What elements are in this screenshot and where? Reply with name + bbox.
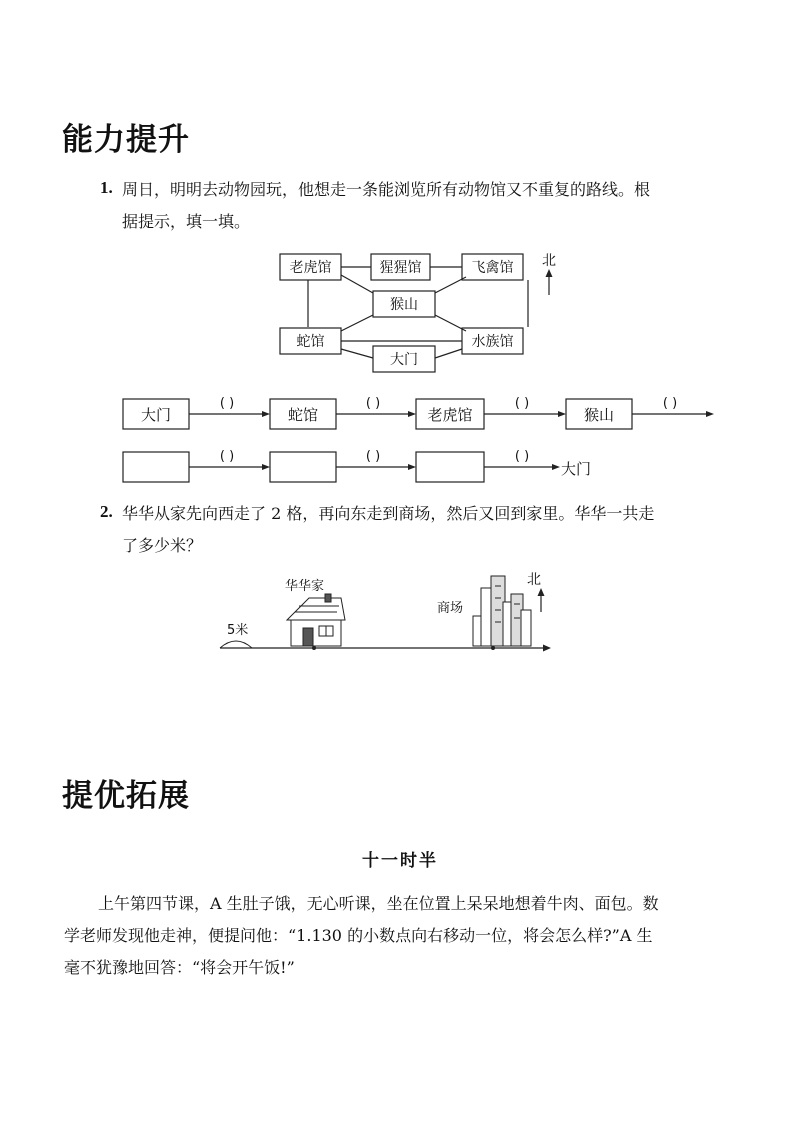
question-1-line-2: 据提示，填一填。 xyxy=(122,212,251,231)
path-monkey-aquarium xyxy=(435,315,466,331)
question-1-text xyxy=(122,174,742,238)
route-blank-1: ( ) xyxy=(219,396,235,411)
arrowhead-icon xyxy=(706,411,714,417)
path-gate-aquarium xyxy=(435,349,462,358)
question-2-line-2: 了多少米？ xyxy=(122,536,203,555)
arrowhead-icon xyxy=(408,464,416,470)
mall-label: 商场 xyxy=(437,601,464,616)
arrowhead-icon xyxy=(408,411,416,417)
path-monkey-bird xyxy=(435,277,466,293)
route-blank-6: ( ) xyxy=(365,449,381,464)
story-title: 十一时半 xyxy=(362,851,438,871)
zoo-map-diagram xyxy=(270,245,570,380)
route-stop-2: 蛇馆 xyxy=(287,406,319,424)
scale-label: 5米 xyxy=(227,623,249,638)
home-label: 华华家 xyxy=(285,579,325,594)
route-row-2 xyxy=(118,446,618,488)
path-snake-monkey xyxy=(341,315,373,331)
map-label-gate: 大门 xyxy=(390,352,418,368)
question-1-number: 1. xyxy=(100,178,113,197)
story-body xyxy=(64,888,734,984)
map-label-monkey: 猴山 xyxy=(390,297,418,313)
section-title-extension: 提优拓展 xyxy=(62,778,190,814)
map-label-snake: 蛇馆 xyxy=(296,334,325,350)
house-icon xyxy=(287,594,345,646)
route-stop-4: 猴山 xyxy=(583,406,615,424)
section-title-ability: 能力提升 xyxy=(62,122,190,158)
route-answer-box-1 xyxy=(123,452,189,482)
path-snake-gate xyxy=(341,349,373,358)
route-blank-2: ( ) xyxy=(365,396,381,411)
home-point xyxy=(312,646,316,650)
number-line-diagram xyxy=(215,568,565,660)
route-row-1 xyxy=(118,393,718,435)
story-line-2: 学老师发现他走神，便提问他：“1.130 的小数点向右移动一位，将会怎么样?”A 生 xyxy=(64,926,653,945)
north-label: 北 xyxy=(527,572,541,588)
arrowhead-icon xyxy=(552,464,560,470)
north-arrow-icon xyxy=(538,588,545,596)
city-buildings-icon xyxy=(473,576,531,646)
route-end-gate: 大门 xyxy=(561,460,592,478)
route-answer-box-3 xyxy=(416,452,484,482)
map-label-gorilla: 猩猩馆 xyxy=(379,260,422,276)
path-tiger-monkey xyxy=(341,275,373,293)
question-1-line-1: 周日，明明去动物园玩，他想走一条能浏览所有动物馆又不重复的路线。根 xyxy=(122,180,651,199)
question-2-text xyxy=(122,498,742,562)
route-answer-box-2 xyxy=(270,452,336,482)
mall-point xyxy=(491,646,495,650)
arrowhead-icon xyxy=(558,411,566,417)
map-label-tiger: 老虎馆 xyxy=(289,260,332,276)
map-label-north: 北 xyxy=(542,253,556,269)
question-2-line-1: 华华从家先向西走了 2 格，再向东走到商场，然后又回到家里。华华一共走 xyxy=(122,504,655,523)
map-label-aquarium: 水族馆 xyxy=(471,334,514,350)
route-blank-7: ( ) xyxy=(514,449,530,464)
story-line-3: 毫不犹豫地回答：“将会开午饭!” xyxy=(64,958,295,977)
arrowhead-icon xyxy=(262,464,270,470)
north-arrow-icon xyxy=(546,269,553,277)
map-label-bird: 飞禽馆 xyxy=(471,260,514,276)
arrowhead-icon xyxy=(262,411,270,417)
route-blank-3: ( ) xyxy=(514,396,530,411)
route-blank-5: ( ) xyxy=(219,449,235,464)
scale-arc xyxy=(220,641,252,648)
route-blank-4: ( ) xyxy=(662,396,678,411)
arrowhead-icon xyxy=(543,645,551,652)
route-stop-1: 大门 xyxy=(140,406,172,424)
story-line-1: 上午第四节课，A 生肚子饿，无心听课，坐在位置上呆呆地想着牛肉、面包。数 xyxy=(98,894,659,913)
question-2-number: 2. xyxy=(100,502,113,521)
route-stop-3: 老虎馆 xyxy=(427,406,473,424)
